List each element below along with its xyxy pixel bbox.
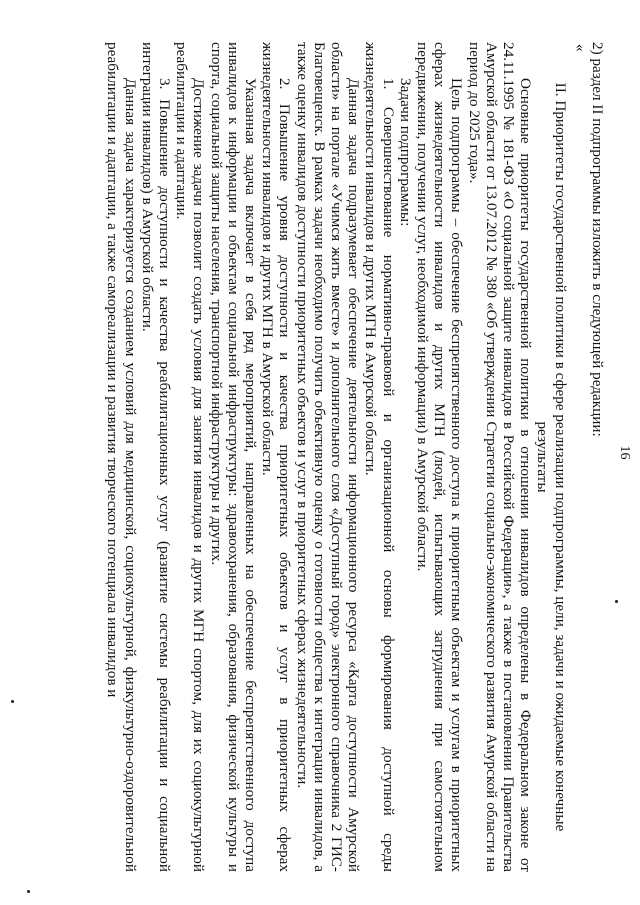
paragraph-priorities: Основные приоритеты государственной политики в отношении инвалидов определены в Федеральном законе от 24.11.1995 № 181-ФЗ «О социальной защите инвалидов в Российской Федерации», а также в постановлении Правительства Амурской области от 13.07.2012 № 380 «Об утверждении Стратегии социально-экономического развития Амурской области на период до 2025 года».	[465, 42, 535, 872]
paragraph-task-3-details: Данная задача характеризуется созданием условий для медицинской, социокультурной, физкультурно-оздоровительной реабилитации и адаптации, а также самореализации и развития творческого потенциала инвалидов и	[104, 42, 139, 872]
paragraph-task-2-details: Указанная задача включает в себя ряд мероприятий, направленных на обеспечение беспрепятственного доступа инвалидов к информации и объектам социальной инфраструктуры: здравоохранения, образования, физической культуры и спорта, социальной защиты населения, транспортной инфраструктуры и других.	[207, 42, 259, 872]
paragraph-task-3: 3. Повышение доступности и качества реабилитационных услуг (развитие системы реабилитации и социальной интеграции инвалидов) в Амурской области.	[138, 42, 173, 872]
opening-quote: «	[571, 44, 589, 52]
paragraph-task-2: 2. Повышение уровня доступности и качества приоритетных объектов и услуг в приоритетных сферах жизнедеятельности инвалидов и других МГН в Амурской области.	[259, 42, 294, 872]
section-heading-line-1: II. Приоритеты государственной политики в сфере реализации подпрограммы, цели, задачи и ожидаемые конечные	[551, 82, 569, 832]
page-number: 16	[617, 445, 632, 460]
scan-speck	[27, 890, 30, 893]
scan-speck	[11, 700, 14, 703]
paragraph-goal: Цель подпрограммы – обеспечение беспрепятственного доступа к приоритетным объектам и услугам в приоритетных сферах жизнедеятельности инвалидов и других МГН (людей, испытывающих затруднения при самостоятельном передвижении, получении услуг, необходимой информации) в Амурской области.	[413, 42, 466, 872]
section-heading-line-2: результаты	[534, 421, 552, 493]
paragraph-task-1: 1. Совершенствование нормативно-правовой и организационной основы формирования доступной среды жизнедеятельности инвалидов и других МГН в Амурской области.	[362, 42, 397, 872]
section-heading	[534, 42, 568, 872]
paragraph-task-2-outcome: Достижение задачи позволит создать условия для занятия инвалидов и других МГН спортом, для их социокультурной реабилитации и адаптации.	[173, 42, 208, 872]
paragraph-tasks-title: Задачи подпрограммы:	[396, 78, 414, 227]
intro-line: 2) раздел II подпрограммы изложить в следующей редакции:	[589, 42, 606, 437]
document-body	[104, 42, 606, 872]
scan-speck	[615, 600, 618, 603]
paragraph-task-1-details: Данная задача подразумевает обеспечение деятельности информационного ресурса «Карта доступности Амурской области» на портале «Учимся жить вместе» и дополнительного слоя «Доступный город» электронного справочника 2 ГИС-Благовещенск. В рамках задачи необходимо получить объективную оценку о готовности общества к интеграции инвалидов, а также оценку инвалидов доступности приоритетных объектов и услуг в приоритетных сферах жизнедеятельности.	[293, 42, 363, 872]
